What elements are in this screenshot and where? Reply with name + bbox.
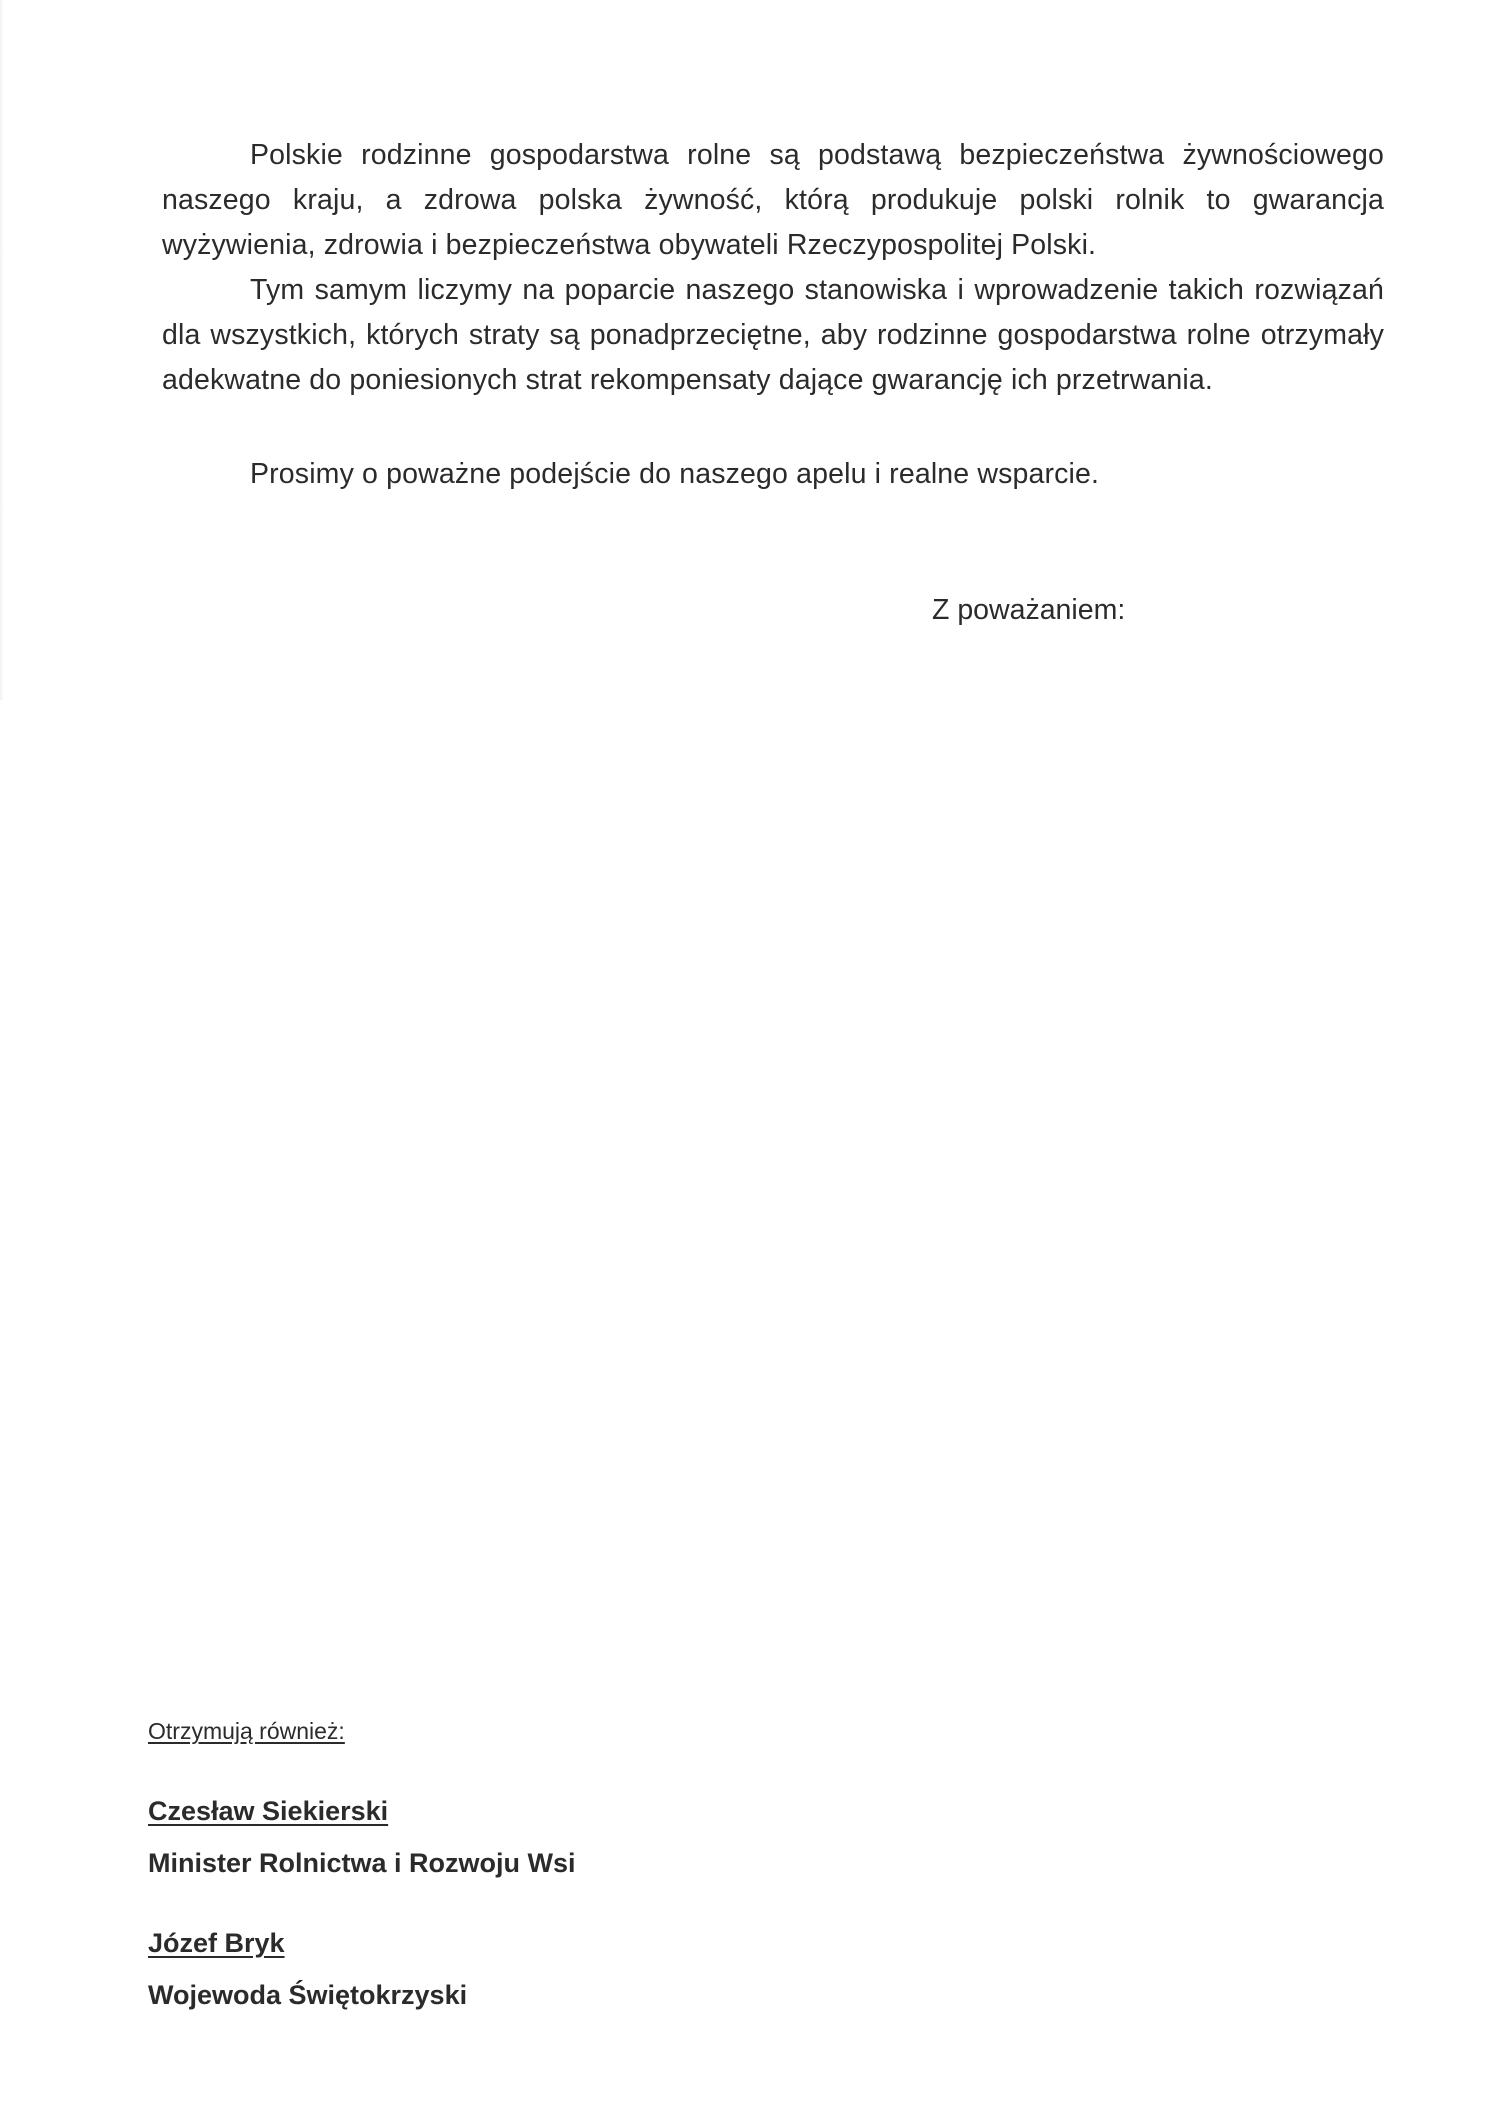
recipient-name: Józef Bryk xyxy=(148,1928,285,1958)
cc-label: Otrzymują również: xyxy=(148,1718,345,1744)
recipient-title: Wojewoda Świętokrzyski xyxy=(148,1980,468,2010)
recipient-title: Minister Rolnictwa i Rozwoju Wsi xyxy=(148,1848,576,1878)
paragraph-1: Polskie rodzinne gospodarstwa rolne są podstawą bezpieczeństwa żywnościowego naszego kraju, a zdrowa polska żywność, którą produkuje polski rolnik to gwarancja wyżywienia, zdrowia i bezpieczeństwa obywateli Rzeczypospolitej Polski. xyxy=(162,139,1384,261)
paragraph-3: Prosimy o poważne podejście do naszego apelu i realne wsparcie. xyxy=(250,458,1100,490)
recipient-name: Czesław Siekierski xyxy=(148,1796,389,1826)
closing-salutation: Z poważaniem: xyxy=(932,594,1126,626)
scan-edge-shadow xyxy=(0,0,4,700)
paragraph-2: Tym samym liczymy na poparcie naszego stanowiska i wprowadzenie takich rozwiązań dla wszystkich, których straty są ponadprzeciętne, aby rodzinne gospodarstwa rolne otrzymały adekwatne do poniesionych strat rekompensaty dające gwarancję ich przetrwania. xyxy=(162,274,1384,396)
